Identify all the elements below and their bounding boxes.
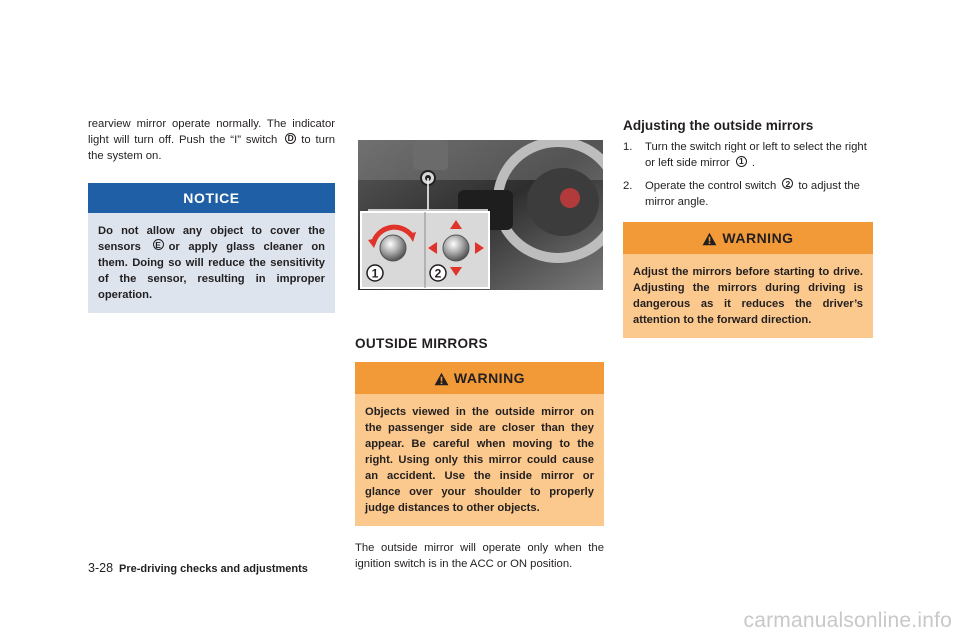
callout-marker-e: E	[153, 239, 164, 250]
notice-title: NOTICE	[88, 183, 335, 213]
intro-paragraph: rearview mirror operate normally. The indicator light will turn off. Push the “I” switch D to turn the system on.	[88, 118, 335, 163]
step-2: 2. Operate the control switch 2 to adjust the mirror angle.	[623, 178, 860, 208]
warning-triangle-icon	[434, 372, 449, 386]
warning-title: WARNING	[453, 370, 526, 387]
callout-marker-d: D	[285, 133, 296, 144]
warning-box-outside-mirrors	[355, 362, 604, 526]
notice-box	[88, 183, 335, 313]
adjusting-heading: Adjusting the outside mirrors	[623, 118, 814, 133]
column-middle	[355, 140, 604, 573]
warning-triangle-icon	[702, 232, 717, 246]
warning-title: WARNING	[722, 230, 794, 247]
step-1: 1. Turn the switch right or left to select the right or left side mirror 1 .	[623, 141, 867, 170]
callout-1: 1	[371, 266, 379, 281]
operation-paragraph: The outside mirror will operate only when the ignition switch is in the ACC or ON position.	[355, 542, 604, 571]
warning-body: Objects viewed in the outside mirror on the passenger side are closer than they appear. Be careful when moving to the right. Using only this mirror could cause an accident. Use the inside mirror or glance over your shoulder to properly judge distances to other objects.	[365, 406, 594, 515]
column-right	[623, 118, 873, 338]
callout-marker-1: 1	[736, 156, 747, 167]
watermark: carmanualsonline.info	[743, 609, 952, 632]
notice-body: Do not allow any object to cover the sensors E or apply glass cleaner on them. Doing so will reduce the sensitivity of the sensor, resulting in improper operation.	[98, 224, 325, 301]
mirror-switch-photo	[358, 140, 603, 290]
callout-2: 2	[434, 266, 442, 281]
warning-box-adjust	[623, 222, 873, 338]
column-left	[88, 116, 335, 313]
footer-title: Pre-driving checks and adjustments	[119, 563, 308, 575]
warning-body: Adjust the mirrors before starting to drive. Adjusting the mirrors during driving is dangerous as it reduces the driver’s attention to the forward direction.	[633, 266, 863, 327]
page-footer	[88, 561, 308, 575]
page-number: 3-28	[88, 561, 114, 575]
section-title: OUTSIDE MIRRORS	[355, 336, 488, 351]
callout-marker-2: 2	[782, 178, 793, 189]
